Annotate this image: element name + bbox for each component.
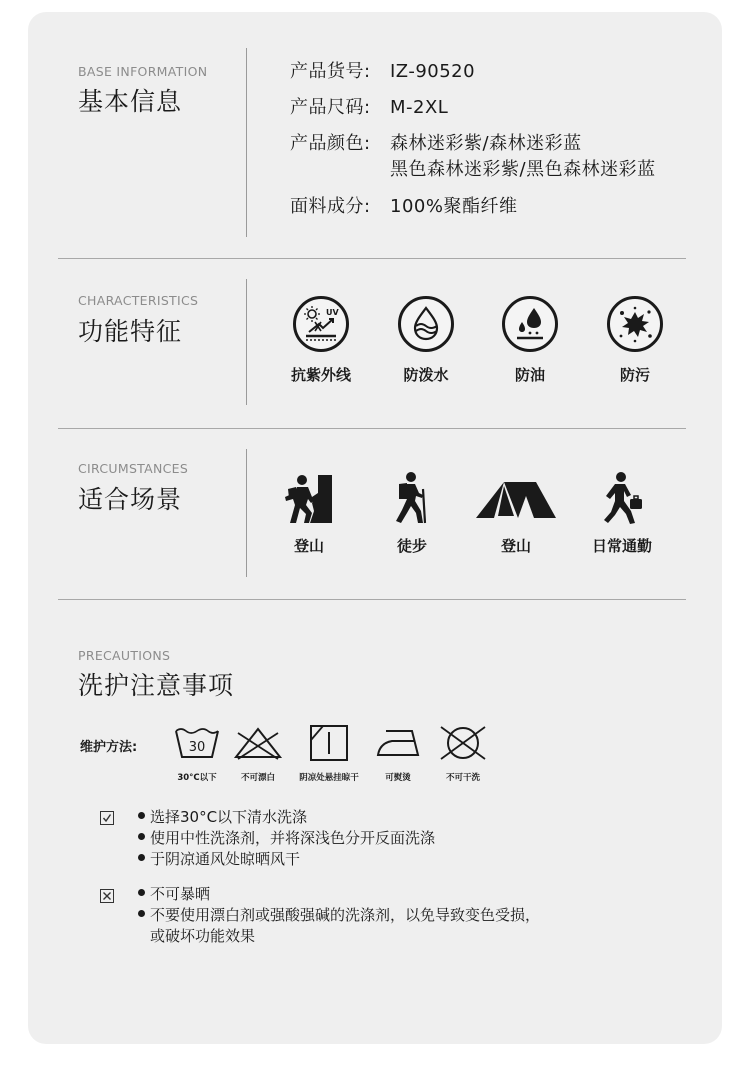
care-caption: 不可漂白 <box>240 773 275 783</box>
characteristics-zh-title: 功能特征 <box>78 317 183 346</box>
svg-text:30: 30 <box>188 740 206 755</box>
commute-icon <box>595 471 649 525</box>
info-row-size: 产品尺码: M-2XL <box>290 97 449 118</box>
care-symbol-dry <box>294 723 364 783</box>
tent-icon <box>474 476 558 520</box>
scene-climbing <box>264 469 354 556</box>
info-row-color-line2: 黑色森林迷彩紫/黑色森林迷彩蓝 <box>390 159 656 180</box>
water-repellent-icon <box>404 302 448 346</box>
care-caption: 30°C以下 <box>177 773 217 783</box>
do-list-item: 于阴凉通风处晾晒风干 <box>138 849 435 870</box>
line-dry-shade-icon <box>309 724 349 762</box>
characteristics-en-title: CHARACTERISTICS <box>78 293 199 308</box>
care-caption: 阴凉处悬挂晾干 <box>299 773 359 783</box>
do-list-item: 选择30°C以下清水洗涤 <box>138 807 435 828</box>
product-detail-card <box>28 12 722 1044</box>
divider-horizontal <box>58 258 686 259</box>
dont-list <box>138 884 540 947</box>
no-bleach-icon <box>232 725 284 761</box>
scene-label: 日常通勤 <box>591 537 652 555</box>
wash-30-icon <box>174 725 220 761</box>
no-dry-clean-icon <box>437 724 489 762</box>
svg-text:UV: UV <box>326 308 339 317</box>
feature-label: 防污 <box>619 366 650 384</box>
info-row-color: 产品颜色: 森林迷彩紫/森林迷彩蓝 <box>290 133 582 154</box>
info-row-material: 面料成分: 100%聚酯纤维 <box>290 196 518 217</box>
care-symbol-wash <box>162 723 232 783</box>
info-row-sku: 产品货号: IZ-90520 <box>290 61 476 82</box>
climbing-icon <box>282 471 336 525</box>
precautions-zh-title: 洗护注意事项 <box>78 671 235 700</box>
feature-label: 防油 <box>514 366 545 384</box>
circumstances-zh-title: 适合场景 <box>78 485 183 514</box>
scene-label: 登山 <box>500 537 531 555</box>
oil-proof-icon <box>508 302 552 346</box>
scene-label: 徒步 <box>396 537 427 555</box>
scene-commute <box>577 469 667 556</box>
care-caption: 不可干洗 <box>445 773 480 783</box>
feature-label: 抗紫外线 <box>290 366 351 384</box>
care-method-label: 维护方法: <box>80 740 138 755</box>
feature-stain <box>590 296 680 385</box>
care-symbol-iron <box>363 723 433 783</box>
care-symbol-dryclean <box>428 723 498 783</box>
scene-tent <box>471 469 561 556</box>
divider-vertical <box>246 449 247 577</box>
feature-water <box>381 296 471 385</box>
base-info-en-title: BASE INFORMATION <box>78 64 208 79</box>
stain-proof-icon <box>613 302 657 346</box>
iron-icon <box>374 727 422 759</box>
check-box-icon <box>100 811 114 825</box>
cross-box-icon <box>100 889 114 903</box>
scene-label: 登山 <box>293 537 324 555</box>
divider-horizontal <box>58 428 686 429</box>
care-caption: 可熨烫 <box>385 773 411 783</box>
precautions-en-title: PRECAUTIONS <box>78 648 171 663</box>
care-symbol-bleach <box>223 723 293 783</box>
do-list-item: 使用中性洗涤剂，并将深浅色分开反面洗涤 <box>138 828 435 849</box>
dont-list-item-continuation: 或破坏功能效果 <box>150 927 256 945</box>
do-list <box>138 807 435 870</box>
feature-uv <box>276 296 366 385</box>
dont-list-item: 不要使用漂白剂或强酸强碱的洗涤剂，以免导致变色受损， <box>138 905 540 926</box>
scene-hiking <box>367 469 457 556</box>
feature-oil <box>485 296 575 385</box>
feature-label: 防泼水 <box>403 366 449 384</box>
circumstances-en-title: CIRCUMSTANCES <box>78 461 189 476</box>
dont-list-item: 不可暴晒 <box>138 884 540 905</box>
uv-protection-icon <box>299 302 343 346</box>
base-info-zh-title: 基本信息 <box>78 87 183 116</box>
divider-vertical <box>246 279 247 405</box>
divider-horizontal <box>58 599 686 600</box>
divider-vertical <box>246 48 247 237</box>
hiking-icon <box>385 471 439 525</box>
